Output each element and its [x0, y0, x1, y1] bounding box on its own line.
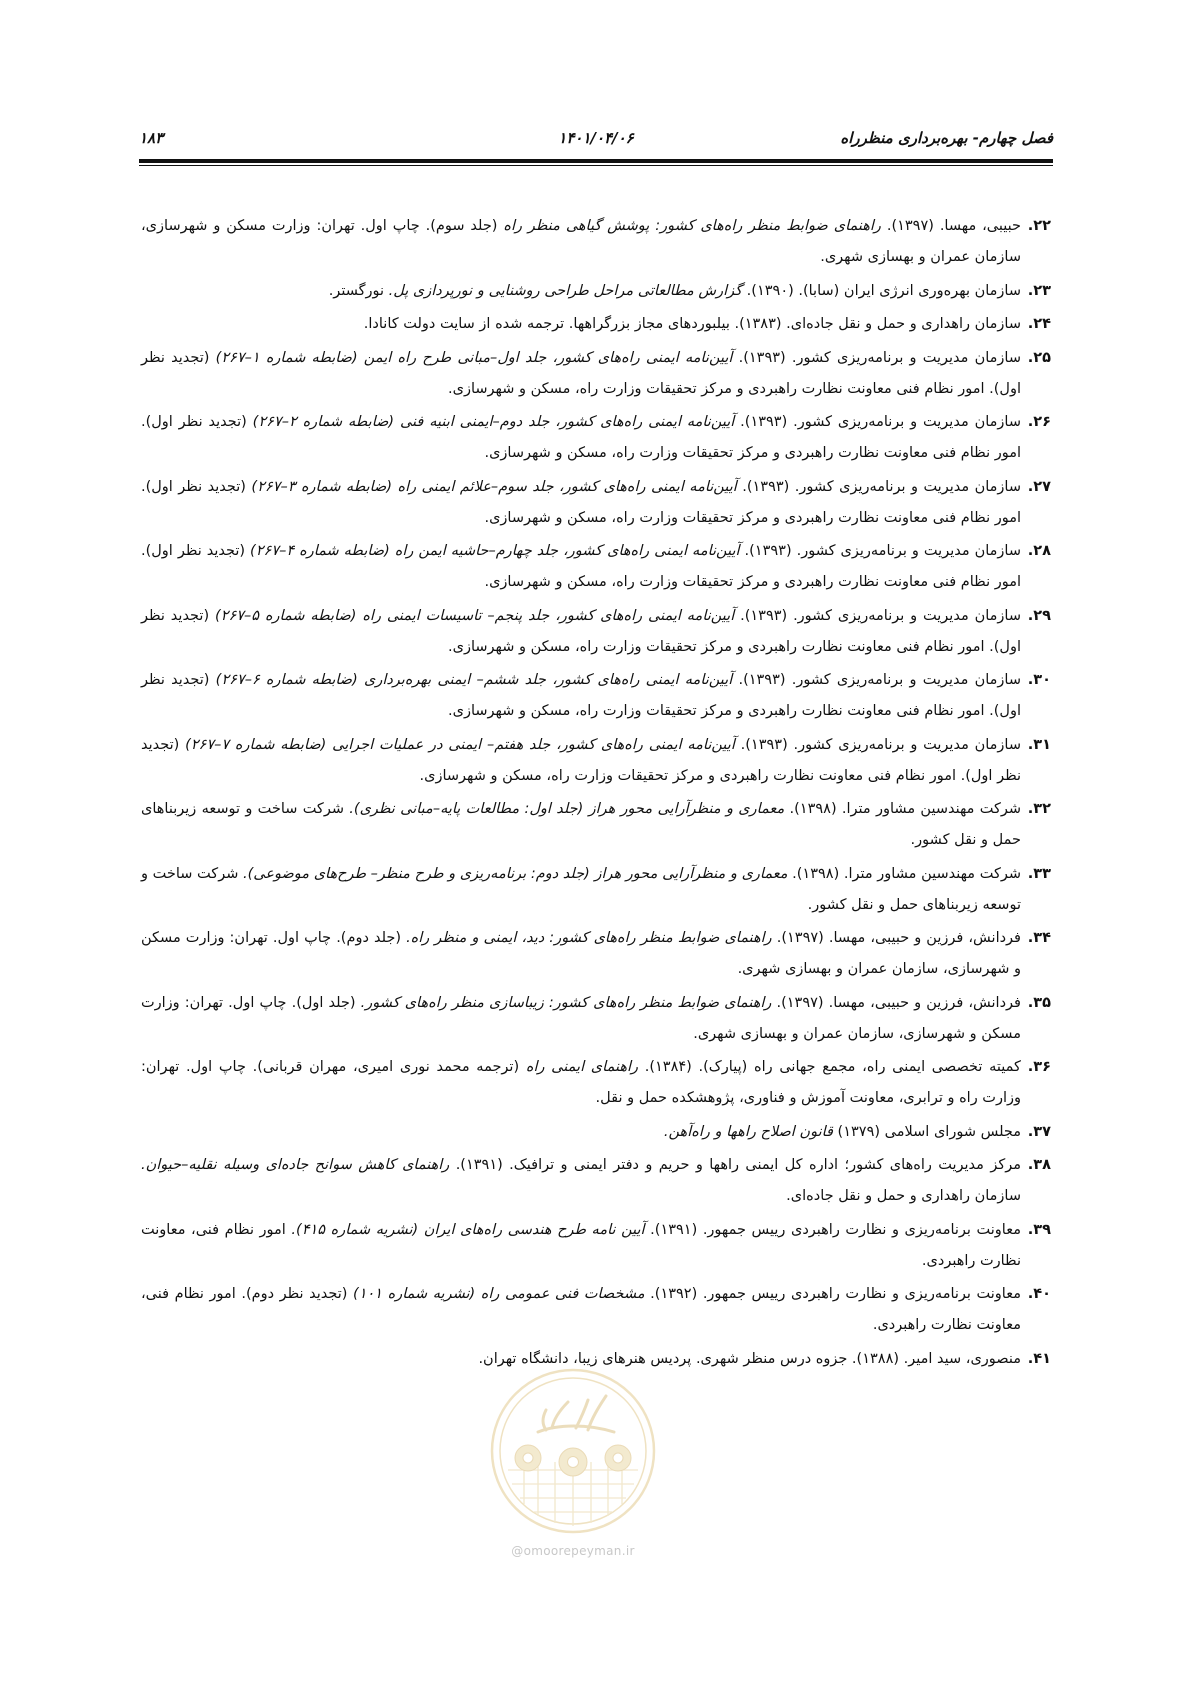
header-rule-thin: [139, 165, 1053, 166]
reference-number: ۴۰.: [1027, 1286, 1051, 1302]
reference-text: [141, 276, 1021, 307]
reference-title: راهنمای ایمنی راه: [525, 1059, 639, 1075]
reference-number: ۲۳.: [1027, 282, 1051, 299]
reference-segment: (جلد اول). چاپ اول. تهران: وزارت مسکن و شهرسازی، سازمان عمران و بهسازی شهری.: [141, 994, 1021, 1042]
reference-text: [141, 211, 1021, 273]
reference-title: راهنمای ضوابط منظر راه‌های کشور: دید، ایمنی و منظر راه.: [406, 930, 772, 946]
reference-text: [141, 794, 1021, 856]
reference-item: [141, 794, 1051, 856]
page-header: [139, 127, 1053, 149]
reference-segment: شرکت ساخت و توسعه زیربناهای حمل و نقل کشور.: [141, 801, 1021, 848]
reference-text: [141, 472, 1021, 534]
reference-title: قانون اصلاح راهها و راه‌آهن.: [663, 1123, 833, 1140]
reference-segment: مجلس شورای اسلامی (۱۳۷۹): [832, 1123, 1021, 1140]
reference-text: [141, 1150, 1021, 1212]
reference-segment: (تجدید نظر اول). امور نظام فنی معاونت نظارت راهبردی و مرکز تحقیقات وزارت راه، مسکن و شهرسازی.: [141, 672, 1021, 719]
reference-number: ۳۶.: [1027, 1059, 1051, 1075]
reference-text: [141, 407, 1021, 469]
reference-number: ۲۷.: [1027, 478, 1051, 495]
reference-title: آیین‌نامه ایمنی راه‌های کشور، جلد هفتم– ایمنی در عملیات اجرایی (ضابطه شماره ۷–۲۶۷): [185, 736, 735, 753]
reference-segment: سازمان مدیریت و برنامه‌ریزی کشور. (۱۳۹۳).: [734, 736, 1021, 753]
chapter-title: فصل چهارم- بهره‌برداری منظرراه: [840, 129, 1053, 147]
reference-segment: (تجدید نظر اول). امور نظام فنی معاونت نظارت راهبردی و مرکز تحقیقات وزارت راه، مسکن و شهرسازی.: [141, 414, 1021, 461]
reference-item: [141, 276, 1051, 307]
reference-title: راهنمای ضوابط منظر راه‌های کشور: پوشش گیاهی منظر راه: [503, 218, 881, 234]
reference-title: آیین‌نامه ایمنی راه‌های کشور، جلد پنجم– تاسیسات ایمنی راه (ضابطه شماره ۵–۲۶۷): [214, 607, 735, 624]
reference-text: [141, 859, 1021, 921]
reference-text: [141, 1279, 1021, 1341]
reference-segment: سازمان مدیریت و برنامه‌ریزی کشور. (۱۳۹۳).: [739, 543, 1021, 559]
reference-number: ۳۸.: [1027, 1157, 1051, 1173]
reference-item: [141, 601, 1051, 663]
reference-text: [141, 309, 1021, 340]
reference-segment: امور نظام فنی، معاونت نظارت راهبردی.: [141, 1221, 1021, 1269]
reference-segment: (تجدید نظر اول). امور نظام فنی معاونت نظارت راهبردی و مرکز تحقیقات وزارت راه، مسکن و شهرسازی.: [141, 543, 1021, 590]
reference-segment: سازمان مدیریت و برنامه‌ریزی کشور. (۱۳۹۳).: [736, 478, 1021, 495]
reference-number: ۳۳.: [1027, 865, 1051, 882]
reference-number: ۳۵.: [1027, 994, 1051, 1011]
header-rule-thick: [139, 159, 1053, 163]
reference-segment: (تجدید نظر اول). امور نظام فنی معاونت نظارت راهبردی و مرکز تحقیقات وزارت راه، مسکن و شهرسازی.: [141, 478, 1021, 526]
reference-number: ۳۱.: [1027, 736, 1051, 753]
reference-item: [141, 1150, 1051, 1212]
reference-segment: (جلد سوم). چاپ اول. تهران: وزارت مسکن و شهرسازی، سازمان عمران و بهسازی شهری.: [141, 218, 1021, 265]
reference-item: [141, 211, 1051, 273]
reference-title: مشخصات فنی عمومی راه (نشریه شماره ۱۰۱): [353, 1286, 645, 1302]
reference-item: [141, 1052, 1051, 1114]
reference-number: ۳۹.: [1027, 1221, 1051, 1238]
reference-segment: شرکت مهندسین مشاور مترا. (۱۳۹۸).: [784, 801, 1022, 817]
watermark-url: @omoorepeyman.ir: [511, 1544, 635, 1558]
reference-title: آیین‌نامه ایمنی راه‌های کشور، جلد سوم–علائم ایمنی راه (ضابطه شماره ۳–۲۶۷): [251, 478, 737, 495]
reference-segment: سازمان بهره‌وری انرژی ایران (سابا). (۱۳۹۰).: [742, 282, 1021, 299]
reference-number: ۳۲.: [1027, 801, 1051, 817]
reference-number: ۲۶.: [1027, 414, 1051, 430]
reference-item: [141, 923, 1051, 985]
reference-number: ۲۲.: [1027, 218, 1051, 234]
reference-segment: منصوری، سید امیر. (۱۳۸۸). جزوه درس منظر شهری. پردیس هنرهای زیبا، دانشگاه تهران.: [478, 1350, 1021, 1367]
reference-item: [141, 343, 1051, 405]
reference-segment: (تجدید نظر اول). امور نظام فنی معاونت نظارت راهبردی و مرکز تحقیقات وزارت راه، مسکن و شهرسازی.: [141, 607, 1021, 655]
reference-segment: سازمان راهداری و حمل و نقل جاده‌ای.: [786, 1188, 1021, 1204]
reference-item: [141, 730, 1051, 792]
reference-text: [141, 665, 1021, 727]
reference-number: ۳۴.: [1027, 930, 1051, 946]
reference-text: [141, 923, 1021, 985]
reference-number: ۴۱.: [1027, 1350, 1051, 1367]
reference-text: [141, 536, 1021, 598]
reference-segment: (جلد دوم). چاپ اول. تهران: وزارت مسکن و شهرسازی، سازمان عمران و بهسازی شهری.: [141, 930, 1021, 977]
reference-segment: (ترجمه محمد نوری امیری، مهران قربانی). چاپ اول. تهران: وزارت راه و ترابری، معاونت آموزش و فناوری، پژوهشکده حمل و نقل.: [141, 1059, 1021, 1106]
reference-item: [141, 1215, 1051, 1277]
reference-segment: سازمان مدیریت و برنامه‌ریزی کشور. (۱۳۹۳).: [732, 672, 1021, 688]
reference-text: [141, 1215, 1021, 1277]
reference-title: آیین‌نامه ایمنی راه‌های کشور، جلد چهارم–حاشیه ایمن راه (ضابطه شماره ۴–۲۶۷): [250, 543, 740, 559]
reference-item: [141, 988, 1051, 1050]
reference-title: راهنمای ضوابط منظر راه‌های کشور: زیباسازی منظر راه‌های کشور.: [360, 994, 772, 1011]
reference-text: [141, 343, 1021, 405]
reference-title: راهنمای کاهش سوانح جاده‌ای وسیله نقلیه–حیوان.: [141, 1157, 450, 1173]
reference-segment: سازمان مدیریت و برنامه‌ریزی کشور. (۱۳۹۳).: [734, 607, 1021, 624]
reference-title: آیین‌نامه ایمنی راه‌های کشور، جلد دوم–ایمنی ابنیه فنی (ضابطه شماره ۲–۲۶۷): [252, 414, 735, 430]
reference-number: ۲۹.: [1027, 607, 1051, 624]
reference-number: ۳۰.: [1027, 672, 1051, 688]
reference-item: [141, 536, 1051, 598]
seal-logo-icon: [488, 1366, 658, 1536]
reference-segment: سازمان مدیریت و برنامه‌ریزی کشور. (۱۳۹۳).: [734, 414, 1021, 430]
reference-number: ۲۸.: [1027, 543, 1051, 559]
reference-title: آیین‌نامه ایمنی راه‌های کشور، جلد اول–مبانی طرح راه ایمن (ضابطه شماره ۱–۲۶۷): [215, 349, 733, 366]
reference-segment: کمیته تخصصی ایمنی راه، مجمع جهانی راه (پیارک). (۱۳۸۴).: [638, 1059, 1021, 1075]
reference-number: ۲۵.: [1027, 349, 1051, 366]
reference-segment: نورگستر.: [328, 282, 389, 299]
reference-segment: سازمان راهداری و حمل و نقل جاده‌ای. (۱۳۸۳). بیلبوردهای مجاز بزرگراهها. ترجمه شده از سایت دولت کانادا.: [363, 316, 1021, 332]
reference-segment: فردانش، فرزین و حبیبی، مهسا. (۱۳۹۷).: [771, 930, 1021, 946]
reference-item: [141, 859, 1051, 921]
reference-segment: سازمان مدیریت و برنامه‌ریزی کشور. (۱۳۹۳).: [732, 349, 1021, 366]
reference-segment: مرکز مدیریت راه‌های کشور؛ اداره کل ایمنی راهها و حریم و دفتر ایمنی و ترافیک. (۱۳۹۱).: [449, 1157, 1021, 1173]
reference-title: معماری و منظرآرایی محور هراز (جلد اول: مطالعات پایه–مبانی نظری).: [349, 801, 785, 817]
reference-number: ۳۷.: [1027, 1123, 1051, 1140]
reference-segment: شرکت مهندسین مشاور مترا. (۱۳۹۸).: [787, 865, 1022, 882]
reference-item: [141, 1279, 1051, 1341]
page-number: ۱۸۳: [139, 129, 164, 147]
reference-segment: شرکت ساخت و توسعه زیربناهای حمل و نقل کشور.: [141, 865, 1021, 913]
reference-text: [141, 601, 1021, 663]
reference-item: [141, 665, 1051, 727]
reference-segment: (تجدید نظر اول). امور نظام فنی معاونت نظارت راهبردی و مرکز تحقیقات وزارت راه، مسکن و شهرسازی.: [141, 349, 1021, 397]
reference-item: [141, 472, 1051, 534]
header-date: ۱۴۰۱/۰۴/۰۶: [558, 129, 634, 147]
reference-segment: حبیبی، مهسا. (۱۳۹۷).: [880, 218, 1021, 234]
reference-text: [141, 1052, 1021, 1114]
reference-segment: (تجدید نظر اول). امور نظام فنی معاونت نظارت راهبردی و مرکز تحقیقات وزارت راه، مسکن و شهرسازی.: [141, 736, 1021, 784]
reference-title: معماری و منظرآرایی محور هراز (جلد دوم: برنامه‌ریزی و طرح منظر– طرح‌های موضوعی).: [243, 865, 788, 882]
reference-number: ۲۴.: [1027, 316, 1051, 332]
watermark-seal-logo: [488, 1366, 658, 1536]
reference-title: آیین نامه طرح هندسی راه‌های ایران (نشریه شماره ۴۱۵).: [291, 1221, 645, 1238]
reference-text: [141, 988, 1021, 1050]
reference-segment: (تجدید نظر دوم). امور نظام فنی، معاونت نظارت راهبردی.: [141, 1286, 1021, 1333]
reference-title: گزارش مطالعاتی مراحل طراحی روشنایی و نورپردازی پل.: [388, 282, 743, 299]
reference-text: [141, 730, 1021, 792]
reference-item: [141, 407, 1051, 469]
reference-segment: معاونت برنامه‌ریزی و نظارت راهبردی رییس جمهور. (۱۳۹۱).: [644, 1221, 1021, 1238]
reference-title: آیین‌نامه ایمنی راه‌های کشور، جلد ششم– ایمنی بهره‌برداری (ضابطه شماره ۶–۲۶۷): [215, 672, 733, 688]
reference-item: [141, 309, 1051, 340]
reference-segment: فردانش، فرزین و حبیبی، مهسا. (۱۳۹۷).: [771, 994, 1021, 1011]
reference-segment: معاونت برنامه‌ریزی و نظارت راهبردی رییس جمهور. (۱۳۹۲).: [644, 1286, 1021, 1302]
reference-item: [141, 1117, 1051, 1148]
reference-list: [141, 211, 1051, 1377]
reference-text: [141, 1117, 1021, 1148]
